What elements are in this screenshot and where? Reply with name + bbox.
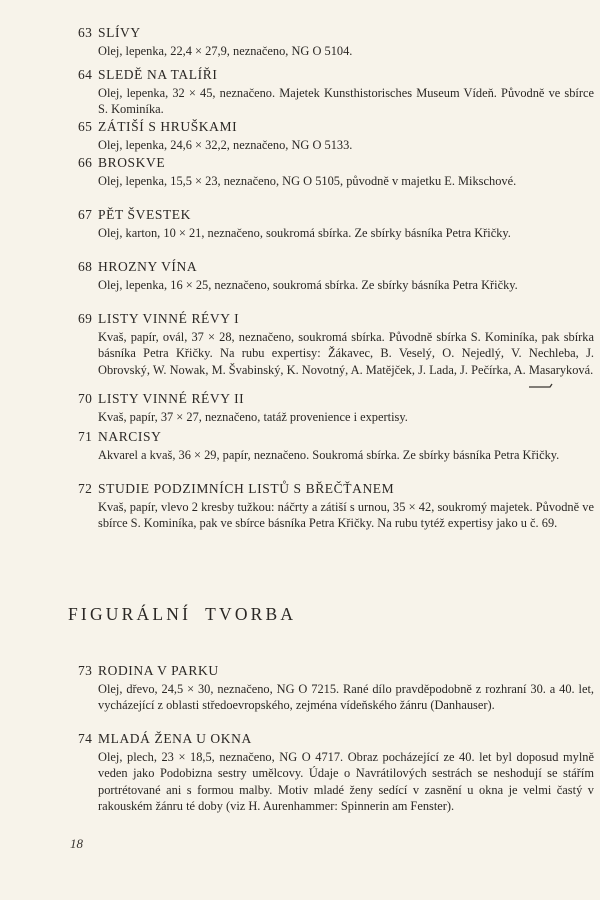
entry-number: 64	[78, 67, 93, 82]
entry-description: Kvaš, papír, 37 × 27, neznačeno, tatáž provenience i expertisy.	[98, 410, 408, 424]
section-heading-word-1: FIGURÁLNÍ	[68, 604, 192, 624]
entry-number: 71	[78, 429, 93, 444]
catalog-entry-70	[78, 390, 594, 425]
entry-title: SLÍVY	[98, 25, 141, 40]
entry-number: 68	[78, 259, 93, 274]
entry-title: RODINA V PARKU	[98, 663, 219, 678]
entry-title: STUDIE PODZIMNÍCH LISTŮ S BŘEČŤANEM	[98, 481, 395, 496]
catalog-entry-69	[78, 310, 594, 378]
entry-description: Olej, lepenka, 22,4 × 27,9, neznačeno, NG O 5104.	[98, 44, 353, 58]
printer-mark-icon	[528, 383, 554, 389]
catalog-entry-63	[78, 24, 594, 59]
catalog-entry-68	[78, 258, 594, 293]
catalog-entry-74	[78, 730, 594, 815]
entry-number: 74	[78, 731, 93, 746]
catalog-entry-65	[78, 118, 594, 153]
catalog-entry-73	[78, 662, 594, 714]
page-number: 18	[70, 836, 83, 851]
entry-number: 72	[78, 481, 93, 496]
entry-title: BROSKVE	[98, 155, 166, 170]
entry-number: 66	[78, 155, 93, 170]
entry-description: Olej, dřevo, 24,5 × 30, neznačeno, NG O 7215. Rané dílo pravděpodobně z rozhraní 30. a 40. let, vycházející z oblasti středoevropského, zejména vídeňského žánru (Danhauser).	[98, 682, 594, 713]
entry-number: 67	[78, 207, 93, 222]
entry-description: Akvarel a kvaš, 36 × 29, papír, neznačeno. Soukromá sbírka. Ze sbírky básníka Petra Křičky.	[98, 448, 560, 462]
entry-number: 69	[78, 311, 93, 326]
entry-number: 73	[78, 663, 93, 678]
entry-number: 65	[78, 119, 93, 134]
entry-title: LISTY VINNÉ RÉVY I	[98, 311, 240, 326]
catalog-entry-66	[78, 154, 594, 189]
entry-title: ZÁTIŠÍ S HRUŠKAMI	[98, 119, 238, 134]
entry-number: 63	[78, 25, 93, 40]
entry-title: LISTY VINNÉ RÉVY II	[98, 391, 245, 406]
section-heading-word-2: TVORBA	[205, 604, 297, 624]
entry-title: NARCISY	[98, 429, 162, 444]
entry-description: Olej, lepenka, 15,5 × 23, neznačeno, NG O 5105, původně v majetku E. Mikschové.	[98, 174, 517, 188]
entry-description: Olej, lepenka, 24,6 × 32,2, neznačeno, NG O 5133.	[98, 138, 353, 152]
entry-title: PĚT ŠVESTEK	[98, 207, 191, 222]
catalog-entry-64	[78, 66, 594, 118]
entry-number: 70	[78, 391, 93, 406]
catalog-entry-67	[78, 206, 594, 241]
catalog-entry-71	[78, 428, 594, 463]
catalog-entry-72	[78, 480, 594, 532]
entry-title: SLEDĚ NA TALÍŘI	[98, 67, 218, 82]
entry-description: Kvaš, papír, ovál, 37 × 28, neznačeno, soukromá sbírka. Původně sbírka S. Kominíka, pak sbírka básníka Petra Křičky. Na rubu expertisy: Žákavec, B. Veselý, O. Nejedlý, V. Nechleba, J. Obrovský, W. Nowak, M. Švabinský, K. Novotný, A. Matějček, J. Lada, J. Pečírka, A. Masaryková.	[98, 330, 594, 377]
entry-description: Olej, karton, 10 × 21, neznačeno, soukromá sbírka. Ze sbírky básníka Petra Křičky.	[98, 226, 511, 240]
entry-description: Olej, lepenka, 32 × 45, neznačeno. Majetek Kunsthistorisches Museum Vídeň. Původně ve sbírce S. Kominíka.	[98, 86, 594, 117]
entry-description: Olej, plech, 23 × 18,5, neznačeno, NG O 4717. Obraz pocházející ze 40. let byl doposud mylně veden jako Podobizna sestry umělcovy. Údaje o Navrátilových sestrách se neshodují se stářím portrétované ani s formou malby. Motiv mladé ženy sedící v zasnění u okna je velmi častý v rakouském žánru té doby (viz H. Aurenhammer: Spinnerin am Fenster).	[98, 750, 594, 814]
entry-title: HROZNY VÍNA	[98, 259, 198, 274]
entry-title: MLADÁ ŽENA U OKNA	[98, 731, 252, 746]
entry-description: Kvaš, papír, vlevo 2 kresby tužkou: náčrty a zátiší s urnou, 35 × 42, soukromý majetek. Původně ve sbírce S. Kominíka, pak ve sbírce básníka Petra Křičky. Na rubu tytéž expertisy jako u č. 69.	[98, 500, 594, 531]
section-heading	[68, 604, 296, 625]
entry-description: Olej, lepenka, 16 × 25, neznačeno, soukromá sbírka. Ze sbírky básníka Petra Křičky.	[98, 278, 518, 292]
